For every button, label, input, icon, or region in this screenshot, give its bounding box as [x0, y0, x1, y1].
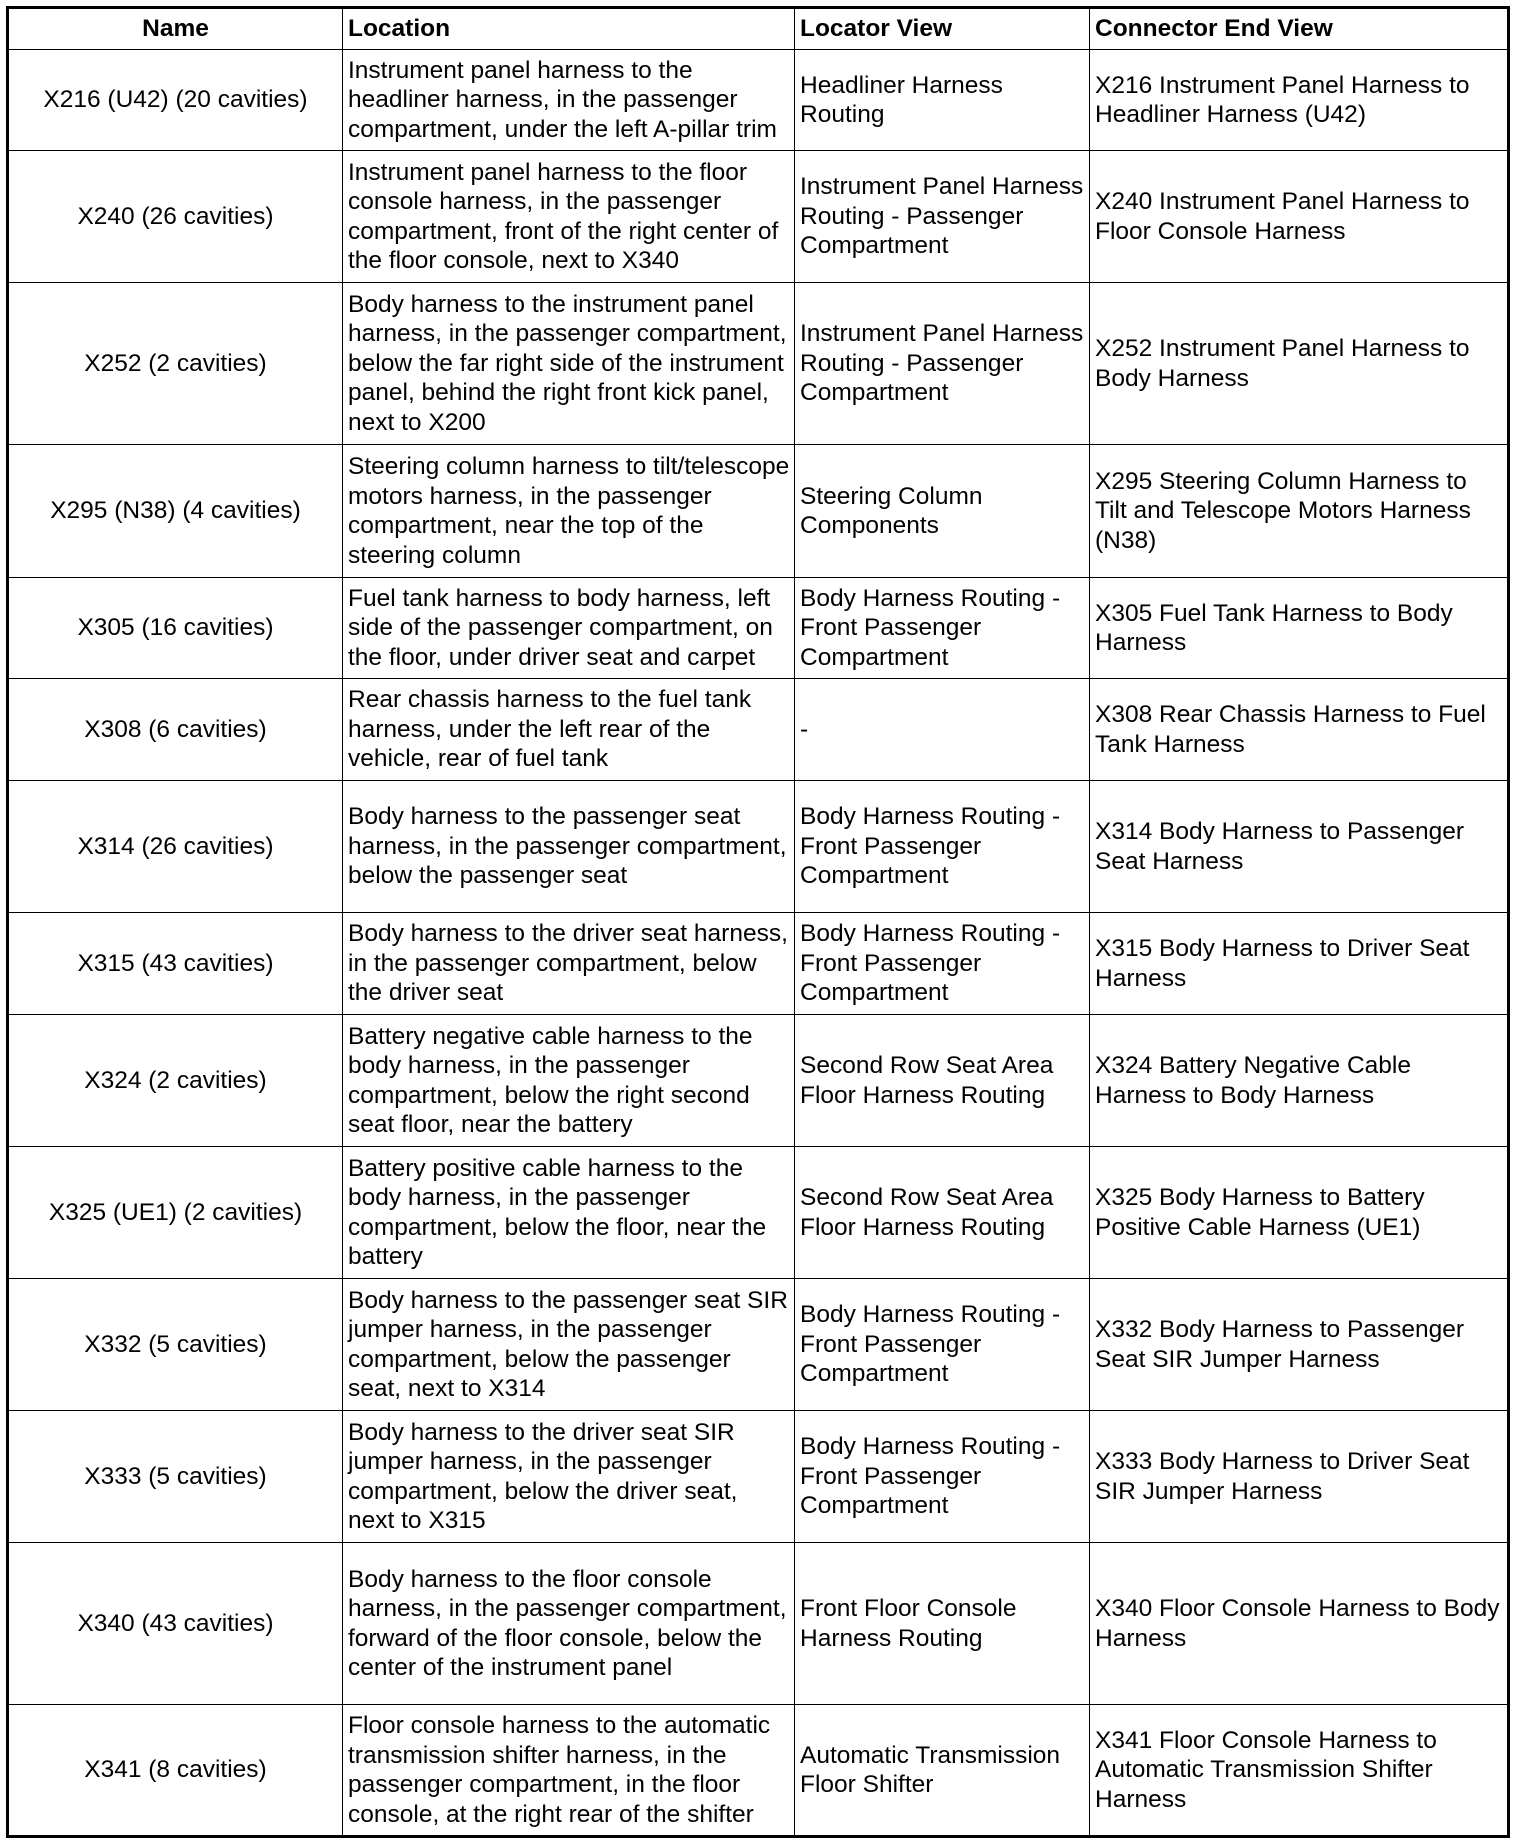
header-locator-view: Locator View: [795, 8, 1090, 50]
cell-connector-end-view: X240 Instrument Panel Harness to Floor Console Harness: [1090, 151, 1509, 283]
cell-locator-view: Second Row Seat Area Floor Harness Routing: [795, 1147, 1090, 1279]
cell-name: X314 (26 cavities): [8, 781, 343, 913]
cell-location: Battery positive cable harness to the body harness, in the passenger compartment, below the floor, near the battery: [343, 1147, 795, 1279]
cell-connector-end-view: X308 Rear Chassis Harness to Fuel Tank Harness: [1090, 679, 1509, 781]
cell-location: Body harness to the driver seat harness, in the passenger compartment, below the driver seat: [343, 913, 795, 1015]
cell-connector-end-view: X252 Instrument Panel Harness to Body Harness: [1090, 283, 1509, 445]
table-row: [8, 445, 1509, 578]
table-row: [8, 1543, 1509, 1705]
header-connector-end-view: Connector End View: [1090, 8, 1509, 50]
cell-connector-end-view: X333 Body Harness to Driver Seat SIR Jumper Harness: [1090, 1411, 1509, 1543]
cell-name: X341 (8 cavities): [8, 1705, 343, 1837]
cell-locator-view: Body Harness Routing - Front Passenger Compartment: [795, 1279, 1090, 1411]
cell-location: Instrument panel harness to the headliner harness, in the passenger compartment, under the left A-pillar trim: [343, 50, 795, 151]
table-row: [8, 1705, 1509, 1837]
cell-connector-end-view: X324 Battery Negative Cable Harness to Body Harness: [1090, 1015, 1509, 1147]
table-row: [8, 50, 1509, 151]
cell-name: X340 (43 cavities): [8, 1543, 343, 1705]
cell-name: X308 (6 cavities): [8, 679, 343, 781]
cell-locator-view: Body Harness Routing - Front Passenger Compartment: [795, 913, 1090, 1015]
cell-name: X324 (2 cavities): [8, 1015, 343, 1147]
table-row: [8, 913, 1509, 1015]
cell-locator-view: Instrument Panel Harness Routing - Passenger Compartment: [795, 151, 1090, 283]
cell-locator-view: Front Floor Console Harness Routing: [795, 1543, 1090, 1705]
cell-locator-view: Body Harness Routing - Front Passenger Compartment: [795, 781, 1090, 913]
cell-name: X295 (N38) (4 cavities): [8, 445, 343, 578]
cell-locator-view: Instrument Panel Harness Routing - Passenger Compartment: [795, 283, 1090, 445]
cell-name: X332 (5 cavities): [8, 1279, 343, 1411]
cell-location: Body harness to the passenger seat harness, in the passenger compartment, below the passenger seat: [343, 781, 795, 913]
table-row: [8, 1147, 1509, 1279]
cell-connector-end-view: X341 Floor Console Harness to Automatic Transmission Shifter Harness: [1090, 1705, 1509, 1837]
cell-name: X315 (43 cavities): [8, 913, 343, 1015]
cell-location: Steering column harness to tilt/telescope motors harness, in the passenger compartment, near the top of the steering column: [343, 445, 795, 578]
cell-location: Instrument panel harness to the floor console harness, in the passenger compartment, front of the right center of the floor console, next to X340: [343, 151, 795, 283]
cell-locator-view: Second Row Seat Area Floor Harness Routing: [795, 1015, 1090, 1147]
cell-location: Battery negative cable harness to the body harness, in the passenger compartment, below the right second seat floor, near the battery: [343, 1015, 795, 1147]
cell-connector-end-view: X315 Body Harness to Driver Seat Harness: [1090, 913, 1509, 1015]
table-row: [8, 1279, 1509, 1411]
cell-locator-view: Steering Column Components: [795, 445, 1090, 578]
header-row: [8, 8, 1509, 50]
cell-connector-end-view: X332 Body Harness to Passenger Seat SIR Jumper Harness: [1090, 1279, 1509, 1411]
table-row: [8, 283, 1509, 445]
table-row: [8, 1015, 1509, 1147]
cell-location: Fuel tank harness to body harness, left side of the passenger compartment, on the floor, under driver seat and carpet: [343, 578, 795, 679]
cell-location: Body harness to the instrument panel harness, in the passenger compartment, below the far right side of the instrument panel, behind the right front kick panel, next to X200: [343, 283, 795, 445]
table-row: [8, 151, 1509, 283]
cell-name: X240 (26 cavities): [8, 151, 343, 283]
cell-locator-view: Automatic Transmission Floor Shifter: [795, 1705, 1090, 1837]
cell-locator-view: Body Harness Routing - Front Passenger Compartment: [795, 1411, 1090, 1543]
table-row: [8, 578, 1509, 679]
cell-name: X305 (16 cavities): [8, 578, 343, 679]
cell-connector-end-view: X295 Steering Column Harness to Tilt and Telescope Motors Harness (N38): [1090, 445, 1509, 578]
cell-connector-end-view: X305 Fuel Tank Harness to Body Harness: [1090, 578, 1509, 679]
cell-connector-end-view: X314 Body Harness to Passenger Seat Harness: [1090, 781, 1509, 913]
cell-locator-view: -: [795, 679, 1090, 781]
cell-name: X325 (UE1) (2 cavities): [8, 1147, 343, 1279]
cell-connector-end-view: X340 Floor Console Harness to Body Harness: [1090, 1543, 1509, 1705]
header-name: Name: [8, 8, 343, 50]
cell-location: Body harness to the driver seat SIR jumper harness, in the passenger compartment, below the driver seat, next to X315: [343, 1411, 795, 1543]
header-location: Location: [343, 8, 795, 50]
cell-location: Floor console harness to the automatic transmission shifter harness, in the passenger compartment, in the floor console, at the right rear of the shifter: [343, 1705, 795, 1837]
cell-location: Rear chassis harness to the fuel tank harness, under the left rear of the vehicle, rear of fuel tank: [343, 679, 795, 781]
cell-name: X333 (5 cavities): [8, 1411, 343, 1543]
cell-connector-end-view: X216 Instrument Panel Harness to Headliner Harness (U42): [1090, 50, 1509, 151]
cell-connector-end-view: X325 Body Harness to Battery Positive Cable Harness (UE1): [1090, 1147, 1509, 1279]
cell-location: Body harness to the passenger seat SIR jumper harness, in the passenger compartment, below the passenger seat, next to X314: [343, 1279, 795, 1411]
table-row: [8, 679, 1509, 781]
table-row: [8, 1411, 1509, 1543]
cell-name: X216 (U42) (20 cavities): [8, 50, 343, 151]
cell-name: X252 (2 cavities): [8, 283, 343, 445]
cell-location: Body harness to the floor console harness, in the passenger compartment, forward of the floor console, below the center of the instrument panel: [343, 1543, 795, 1705]
cell-locator-view: Body Harness Routing - Front Passenger Compartment: [795, 578, 1090, 679]
table-row: [8, 781, 1509, 913]
connector-table: [6, 6, 1510, 1838]
cell-locator-view: Headliner Harness Routing: [795, 50, 1090, 151]
